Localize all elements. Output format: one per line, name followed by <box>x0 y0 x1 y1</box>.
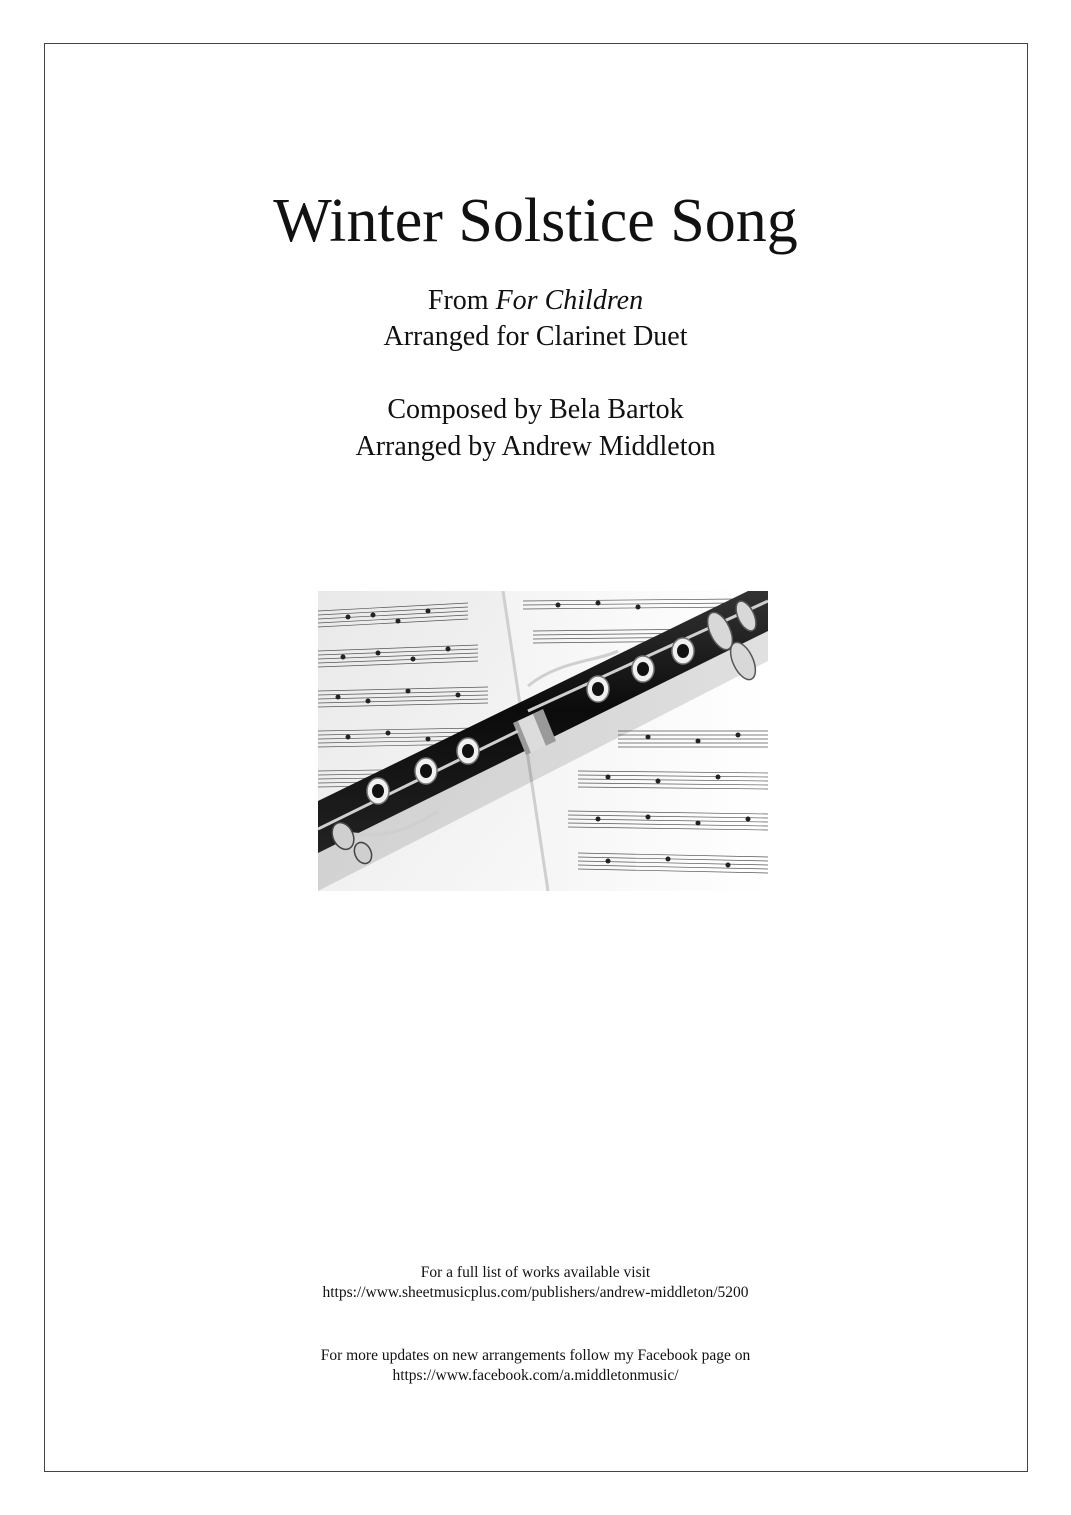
clarinet-photo <box>318 591 768 891</box>
arrangement-line: Arranged for Clarinet Duet <box>383 321 688 352</box>
source-work-title: For Children <box>495 285 644 316</box>
works-list-text: For a full list of works available visit <box>420 1264 651 1281</box>
source-prefix: From <box>427 285 496 316</box>
arranger-line: Arranged by Andrew Middleton <box>355 431 716 462</box>
facebook-link[interactable]: https://www.facebook.com/a.middletonmusic/ <box>392 1367 679 1384</box>
source-line <box>0 284 1071 318</box>
page-title: Winter Solstice Song <box>273 187 798 255</box>
composer-line: Composed by Bela Bartok <box>387 394 684 425</box>
facebook-updates-text: For more updates on new arrangements follow my Facebook page on <box>320 1347 751 1364</box>
sheetmusicplus-link[interactable]: https://www.sheetmusicplus.com/publishers/andrew-middleton/5200 <box>322 1284 749 1301</box>
